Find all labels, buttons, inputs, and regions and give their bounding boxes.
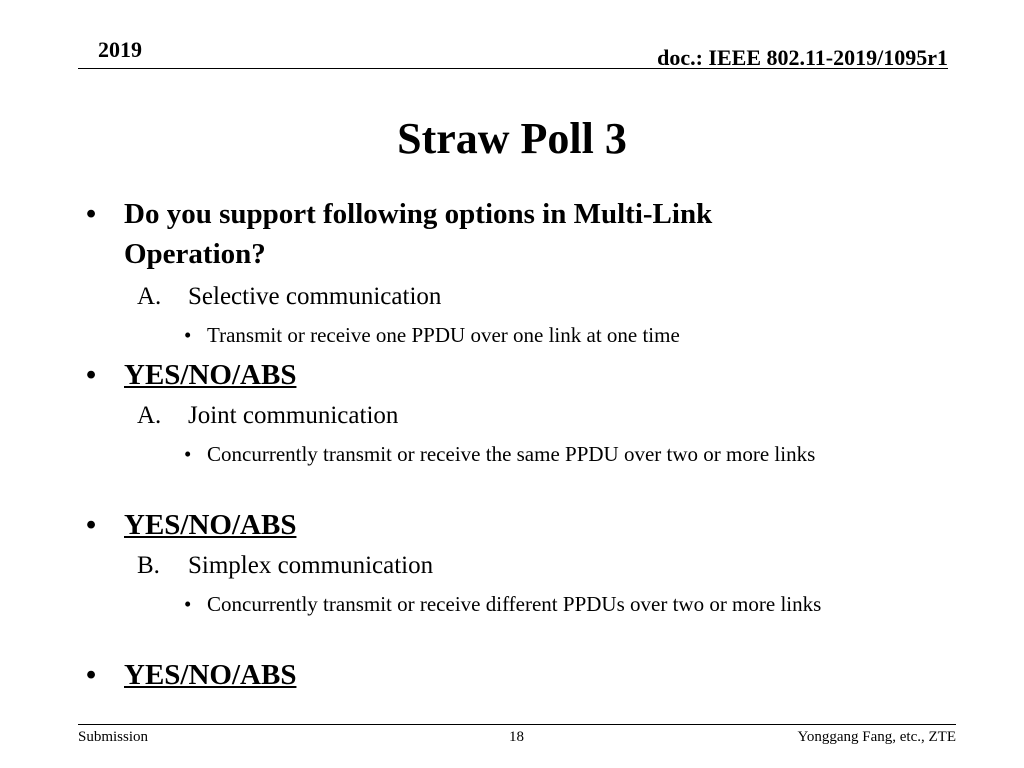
- question-text: Do you support following options in Multi-Link Operation?: [124, 198, 713, 270]
- footer-submission: Submission: [78, 729, 149, 745]
- slide-title: Straw Poll 3: [397, 114, 627, 163]
- option-joint: [137, 400, 897, 432]
- option-detail-joint: [184, 439, 904, 470]
- vote-text: YES/NO/ABS: [124, 359, 297, 391]
- footer-author: Yonggang Fang, etc., ZTE: [797, 729, 956, 745]
- bullet: •: [184, 323, 192, 347]
- bullet: •: [86, 509, 97, 541]
- option-detail-simplex: [184, 589, 904, 620]
- option-marker: A.: [137, 283, 162, 310]
- option-detail-text: Concurrently transmit or receive different PPDUs over two or more links: [207, 592, 822, 616]
- option-detail-text: Concurrently transmit or receive the same PPDU over two or more links: [207, 442, 816, 466]
- header-doc-id: doc.: IEEE 802.11-2019/1095r1: [657, 45, 948, 70]
- bullet: •: [86, 659, 97, 691]
- vote-item-simplex: [86, 655, 846, 695]
- vote-item-joint: [86, 505, 846, 545]
- option-label: Simplex communication: [188, 552, 434, 579]
- option-simplex: [137, 550, 897, 582]
- option-marker: B.: [137, 552, 160, 579]
- question-item: [86, 194, 846, 274]
- bullet: •: [184, 442, 192, 466]
- vote-item-selective: [86, 355, 846, 395]
- option-label: Joint communication: [188, 402, 399, 429]
- bullet: •: [86, 359, 97, 391]
- option-marker: A.: [137, 402, 162, 429]
- option-label: Selective communication: [188, 283, 442, 310]
- header-year: 2019: [98, 37, 142, 62]
- option-selective: [137, 281, 897, 313]
- vote-text: YES/NO/ABS: [124, 509, 297, 541]
- footer-divider: [78, 724, 956, 725]
- vote-text: YES/NO/ABS: [124, 659, 297, 691]
- option-detail-selective: [184, 320, 904, 351]
- bullet: •: [86, 198, 97, 230]
- bullet: •: [184, 592, 192, 616]
- footer-page-number: 18: [509, 729, 524, 745]
- option-detail-text: Transmit or receive one PPDU over one link at one time: [207, 323, 680, 347]
